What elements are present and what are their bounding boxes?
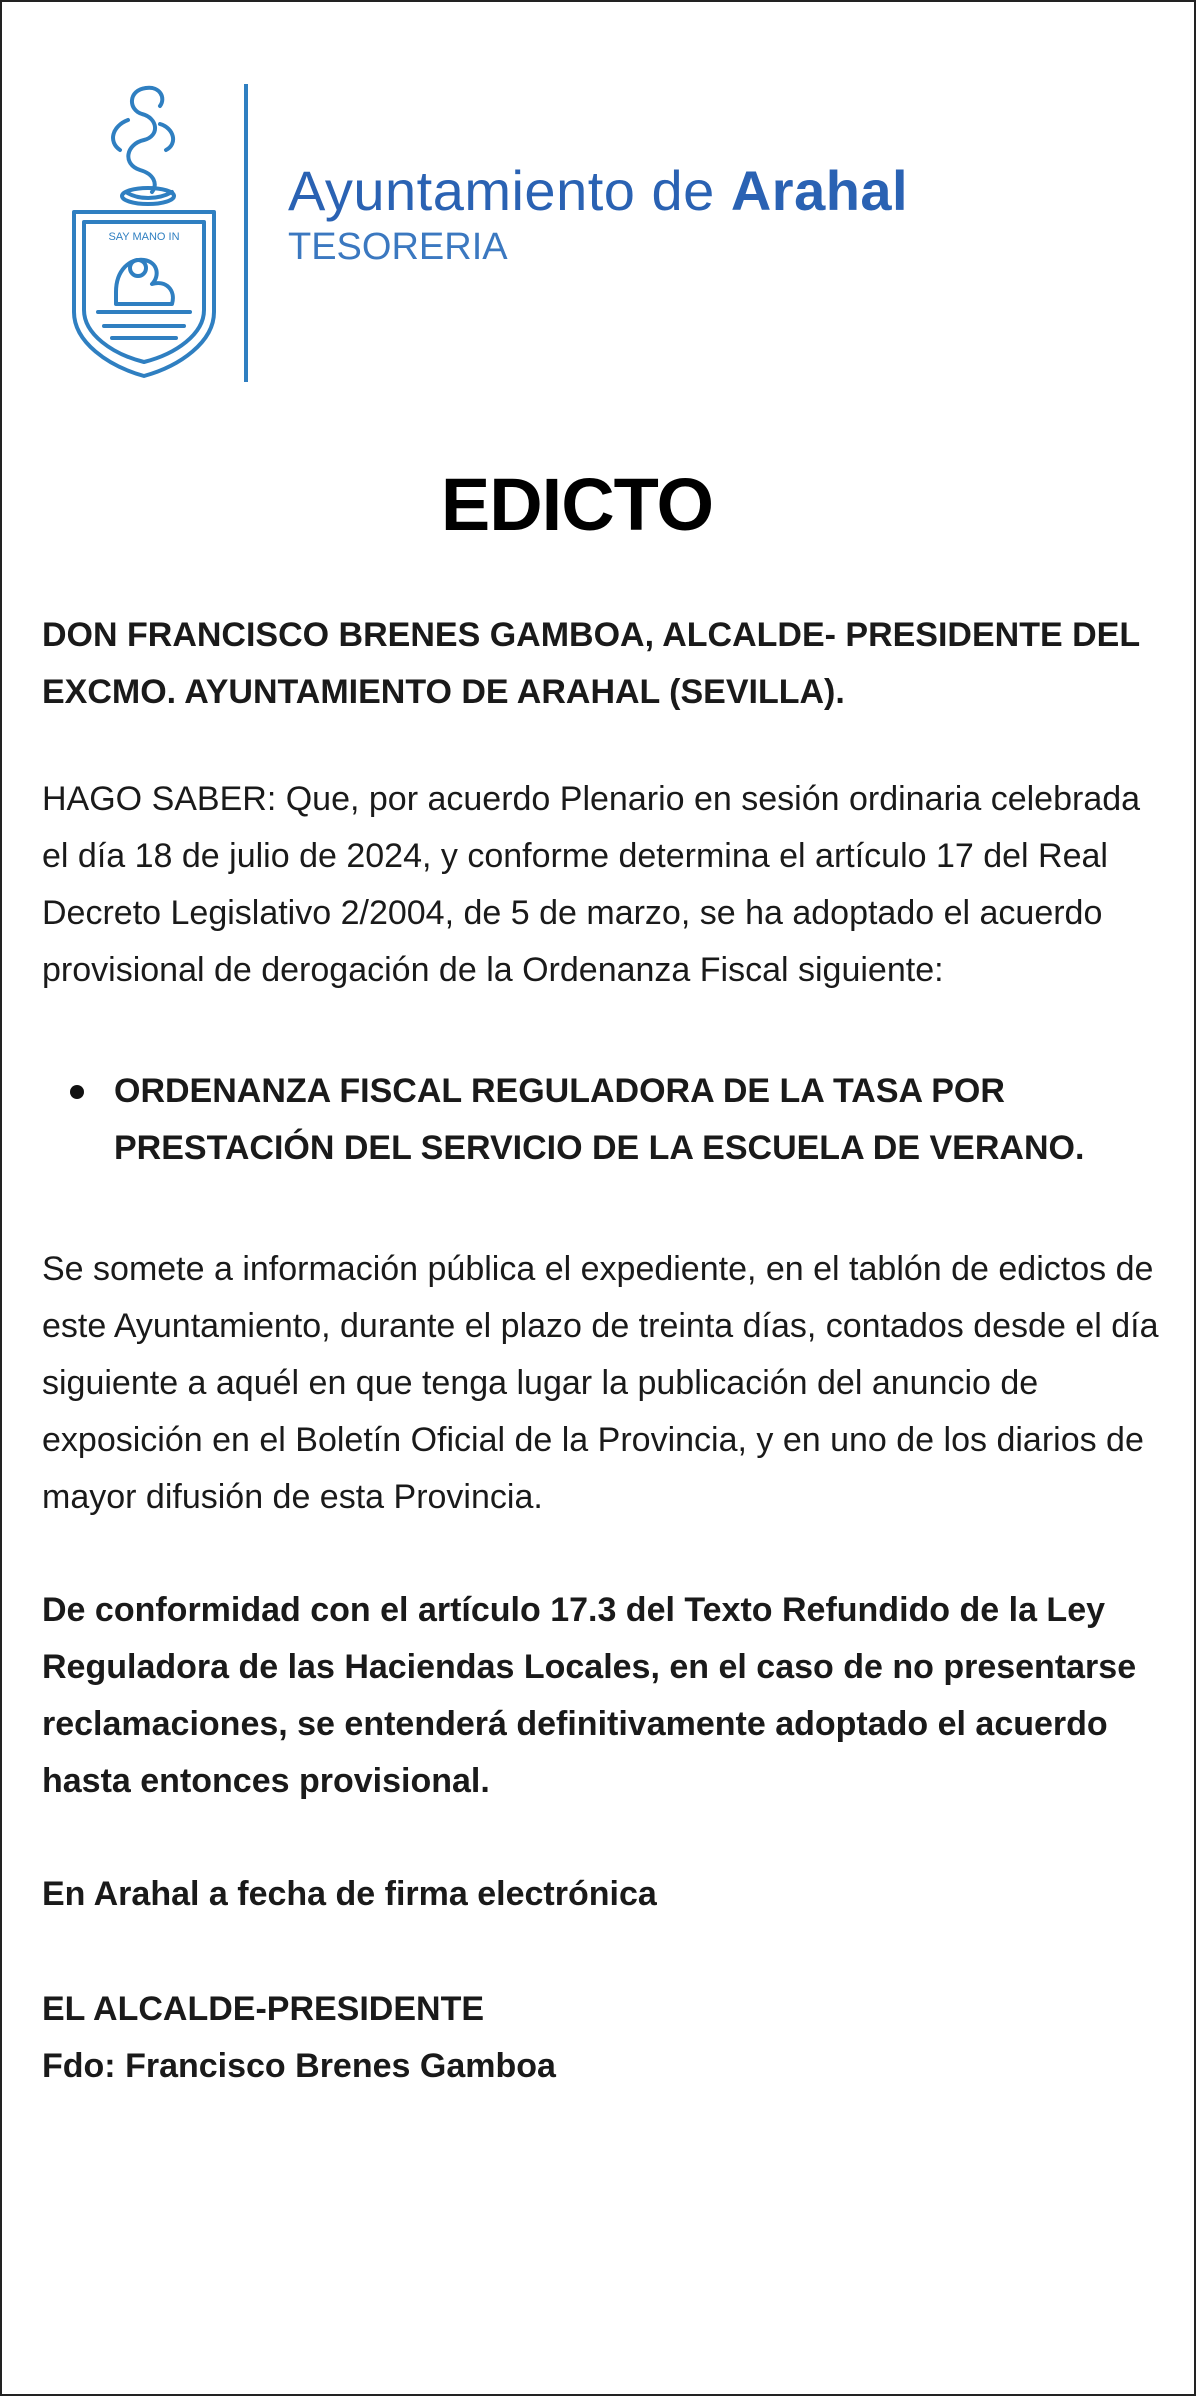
paragraph-hago-saber: HAGO SABER: Que, por acuerdo Plenario en sesión ordinaria celebrada el día 18 de julio de 2024, y conforme determina el artículo 17 del Real Decreto Legislativo 2/2004, de 5 de marzo, se ha adoptado el acuerdo provisional de derogación de la Ordenanza Fiscal siguiente:	[42, 780, 1141, 989]
header-divider	[244, 84, 248, 382]
signature-date-line: En Arahal a fecha de firma electrónica	[42, 1875, 657, 1913]
organization-name-bold: Arahal	[730, 159, 909, 222]
list-item	[42, 1063, 1162, 1177]
organization-name	[288, 158, 908, 223]
bullet-icon	[70, 1085, 84, 1099]
arahal-coat-of-arms-icon	[68, 80, 218, 380]
document-title: EDICTO	[440, 463, 714, 546]
paragraph-public-information: Se somete a información pública el expediente, en el tablón de edictos de este Ayuntamiento, durante el plazo de treinta días, contados desde el día siguiente a aquél en que tenga lugar la publicación del anuncio de exposición en el Boletín Oficial de la Provincia, y en uno de los diarios de mayor difusión de esta Provincia.	[42, 1250, 1159, 1516]
signatory-role: EL ALCALDE-PRESIDENTE	[42, 1990, 485, 2028]
svg-text:SAY MANO IN: SAY MANO IN	[108, 231, 180, 243]
signature-block	[42, 1981, 1162, 2095]
mayor-heading: DON FRANCISCO BRENES GAMBOA, ALCALDE- PRESIDENTE DEL EXCMO. AYUNTAMIENTO DE ARAHAL (SEVILLA).	[42, 616, 1140, 711]
paragraph-conformity: De conformidad con el artículo 17.3 del Texto Refundido de la Ley Reguladora de las Haciendas Locales, en el caso de no presentarse reclamaciones, se entenderá definitivamente adoptado el acuerdo hasta entonces provisional.	[42, 1591, 1137, 1800]
department-name: TESORERIA	[288, 226, 508, 268]
ordinance-list	[42, 1063, 1162, 1177]
organization-name-prefix: Ayuntamiento de	[288, 159, 715, 222]
edict-body	[42, 607, 1162, 2095]
signatory-name: Fdo: Francisco Brenes Gamboa	[42, 2047, 556, 2085]
letterhead	[68, 80, 1068, 380]
ordinance-title: ORDENANZA FISCAL REGULADORA DE LA TASA POR PRESTACIÓN DEL SERVICIO DE LA ESCUELA DE VERANO.	[114, 1072, 1085, 1167]
